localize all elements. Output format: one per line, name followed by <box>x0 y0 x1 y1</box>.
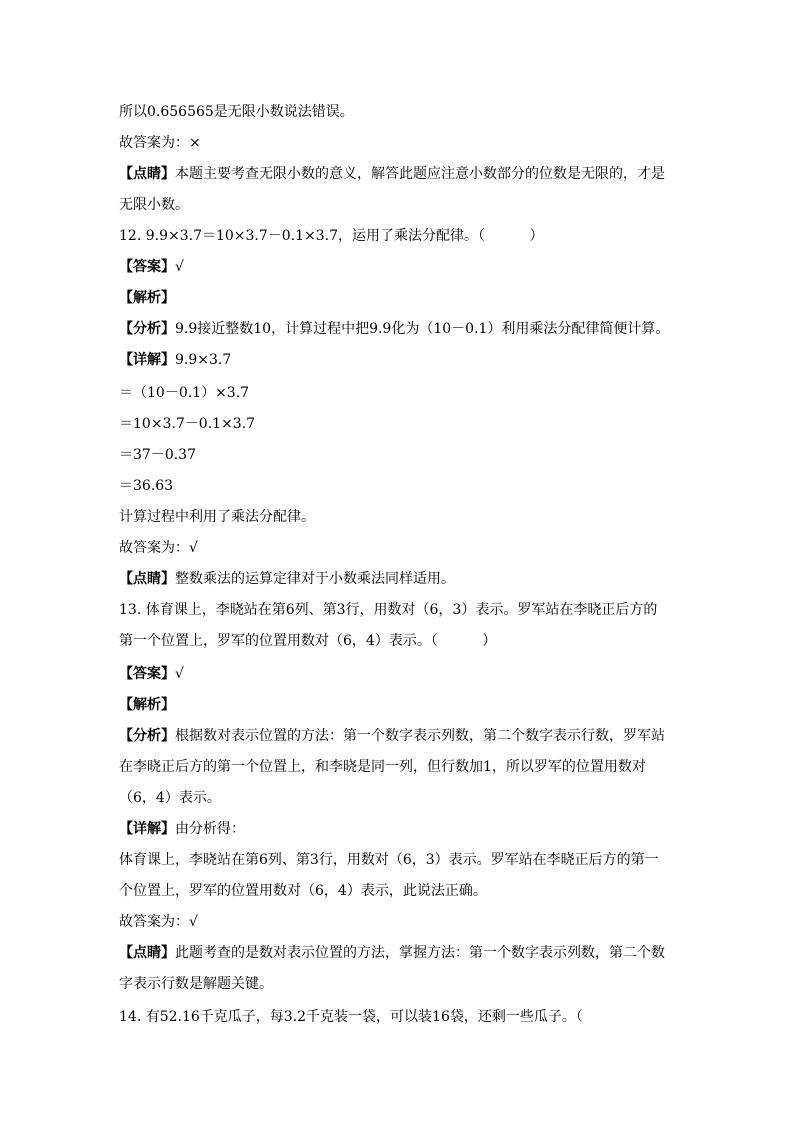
analysis-heading <box>119 288 679 308</box>
text-line <box>119 569 679 589</box>
line-text: ＝（10－0.1）×3.7 <box>119 385 250 401</box>
line-text: 整数乘法的运算定律对于小数乘法同样适用。 <box>175 571 455 587</box>
text-line <box>119 414 679 434</box>
section-tag: 【答案】 <box>119 666 175 682</box>
line-text: ＝10×3.7－0.1×3.7 <box>119 416 256 432</box>
line-text: 13. 体育课上，李晓站在第6列、第3行，用数对（6，3）表示。罗军站在李晓正后方的 <box>119 602 658 618</box>
line-text: ＝36.63 <box>119 478 174 494</box>
line-text: √ <box>175 666 184 682</box>
question-14 <box>119 1007 679 1027</box>
section-tag: 【点睛】 <box>119 166 175 182</box>
line-text: 本题主要考查无限小数的意义，解答此题应注意小数部分的位数是无限的，才是 <box>175 166 665 182</box>
text-line <box>119 350 679 370</box>
text-line <box>119 164 679 184</box>
line-text: 第一个位置上，罗军的位置用数对（6，4）表示。（ ） <box>119 633 497 649</box>
line-text: 故答案为：× <box>119 135 201 151</box>
line-text: 个位置上，罗军的位置用数对（6，4）表示，此说法正确。 <box>119 883 487 899</box>
text-line <box>119 726 679 746</box>
line-text: 故答案为：√ <box>119 540 198 556</box>
line-text: √ <box>175 259 184 275</box>
question-13 <box>119 600 679 620</box>
section-tag: 【分析】 <box>119 321 175 337</box>
text-line <box>119 974 679 994</box>
text-line <box>119 631 679 651</box>
answer-line <box>119 664 679 684</box>
line-text: 9.9×3.7 <box>175 352 232 368</box>
text-line <box>119 195 679 215</box>
line-text: 字表示行数是解题关键。 <box>119 976 273 992</box>
section-tag: 【详解】 <box>119 821 175 837</box>
line-text: 14. 有52.16千克瓜子，每3.2千克装一袋，可以装16袋，还剩一些瓜子。（ <box>119 1009 583 1025</box>
line-text: 9.9接近整数10，计算过程中把9.9化为（10－0.1）利用乘法分配律简便计算。 <box>175 321 670 337</box>
line-text: 计算过程中利用了乘法分配律。 <box>119 509 315 525</box>
text-line <box>119 102 679 122</box>
section-tag: 【解析】 <box>119 290 175 306</box>
text-line <box>119 757 679 777</box>
section-tag: 【答案】 <box>119 259 175 275</box>
text-line <box>119 507 679 527</box>
text-line <box>119 133 679 153</box>
section-tag: 【详解】 <box>119 352 175 368</box>
analysis-heading <box>119 695 679 715</box>
line-text: 此题考查的是数对表示位置的方法，掌握方法：第一个数字表示列数，第二个数 <box>175 945 665 961</box>
text-line <box>119 912 679 932</box>
line-text: ＝37－0.37 <box>119 447 196 463</box>
section-tag: 【点睛】 <box>119 571 175 587</box>
text-line <box>119 383 679 403</box>
section-tag: 【解析】 <box>119 697 175 713</box>
line-text: 根据数对表示位置的方法：第一个数字表示列数，第二个数字表示行数，罗军站 <box>175 728 665 744</box>
text-line <box>119 445 679 465</box>
text-line <box>119 476 679 496</box>
line-text: 12. 9.9×3.7＝10×3.7－0.1×3.7，运用了乘法分配律。（ ） <box>119 228 544 244</box>
text-line <box>119 538 679 558</box>
section-tag: 【分析】 <box>119 728 175 744</box>
line-text: 在李晓正后方的第一个位置上，和李晓是同一列，但行数加1，所以罗军的位置用数对 <box>119 759 646 775</box>
question-12 <box>119 226 679 246</box>
line-text: （6，4）表示。 <box>119 790 221 806</box>
line-text: 所以0.656565是无限小数说法错误。 <box>119 104 354 120</box>
text-line <box>119 943 679 963</box>
line-text: 无限小数。 <box>119 197 189 213</box>
text-line <box>119 819 679 839</box>
section-tag: 【点睛】 <box>119 945 175 961</box>
text-line <box>119 850 679 870</box>
line-text: 故答案为：√ <box>119 914 198 930</box>
text-line <box>119 881 679 901</box>
answer-line <box>119 257 679 277</box>
text-line <box>119 788 679 808</box>
line-text: 体育课上，李晓站在第6列、第3行，用数对（6，3）表示。罗军站在李晓正后方的第一 <box>119 852 659 868</box>
line-text: 由分析得： <box>175 821 245 837</box>
text-line <box>119 319 679 339</box>
